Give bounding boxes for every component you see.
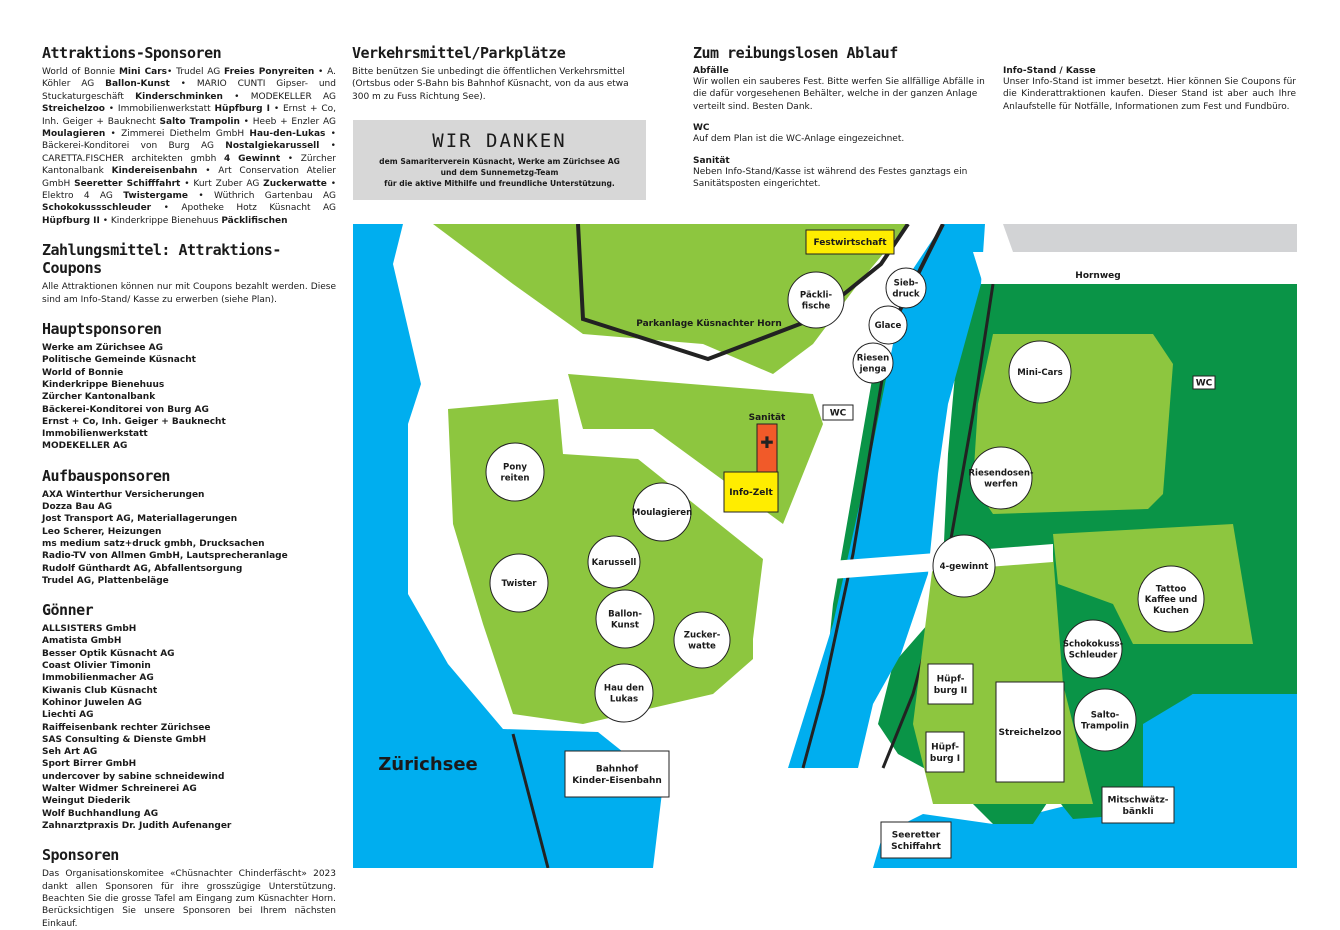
attraction-name: Salto Trampolin <box>159 116 240 127</box>
danken-text <box>353 156 646 189</box>
attraction-name: Moulagieren <box>42 129 106 140</box>
red-cross-icon: ✚ <box>760 433 774 452</box>
sponsor-name: • Elektro 4 AG <box>42 178 337 202</box>
festival-map <box>353 224 1297 868</box>
attraction-name: Zuckerwatte <box>263 178 327 189</box>
mitschwaetz-box-label: Mitschwätz- <box>1107 795 1169 806</box>
attraction-moulagieren-label: Moulagieren <box>631 508 693 519</box>
attraction-name: Kinderschminken <box>135 91 223 102</box>
wc-title: WC <box>693 123 710 134</box>
huepfburg2-box-label: Hüpf- <box>936 674 965 685</box>
attraction-schokokuss-label: Schokokuss- <box>1062 639 1124 650</box>
attraction-paecklifische-label: Päckli- <box>799 290 833 301</box>
list-item: Kiwanis Club Küsnacht <box>42 685 158 696</box>
ablauf-section <box>693 44 1303 66</box>
attraktions-heading: Attraktions-Sponsoren <box>42 44 222 62</box>
seeretter-box-label: Schiffahrt <box>891 841 941 852</box>
sponsor-name: • CARETTA.FISCHER architekten gmbh <box>42 141 336 164</box>
attraction-salto-label: Trampolin <box>1081 721 1129 732</box>
verkehr-heading: Verkehrsmittel/Parkplätze <box>352 44 566 62</box>
attraction-viergewinnt-label: 4-gewinnt <box>939 562 989 573</box>
goenner-heading: Gönner <box>42 601 94 620</box>
attraction-name: Seeretter Schifffahrt <box>74 178 181 189</box>
attraction-paecklifische-label: fische <box>801 301 831 312</box>
attraction-ponyreiten-label: reiten <box>500 473 530 484</box>
verkehr-text: Bitte benützen Sie unbedingt die öffentlichen Verkehrsmittel (Ortsbus oder S-Bahn bis Bahnhof Küsnacht, von da aus etwa 300 m zu Fuss Richtung See). <box>352 67 629 102</box>
parkanlage-label: Parkanlage Küsnachter Horn <box>636 319 782 329</box>
attraction-tattoo-label: Kuchen <box>1153 605 1189 616</box>
danken-line: für die aktive Mithilfe und freundliche Unterstützung. <box>384 179 615 188</box>
list-item: Zahnarztpraxis Dr. Judith Aufenanger <box>42 820 232 831</box>
goenner-list <box>42 623 336 832</box>
info-text: Unser Info-Stand ist immer besetzt. Hier können Sie Coupons für die Kinderattraktionen kaufen. Dieser Stand ist aber auch Ihre Anlaufstelle für Notfälle, Informationen zum Fest und Fundbüro. <box>1003 77 1296 112</box>
attraction-schokokuss-label: Schleuder <box>1068 650 1118 661</box>
list-item: AXA Winterthur Versicherungen <box>42 489 205 500</box>
sponsor-name: • Bäckerei-Konditorei von Burg AG <box>42 129 336 152</box>
attraction-zuckerwatte-label: Zucker- <box>683 630 721 641</box>
sanitaet-title: Sanität <box>693 155 730 166</box>
ablauf-left <box>693 66 989 190</box>
list-item: Jost Transport AG, Materiallagerungen <box>42 514 238 525</box>
sponsor-name: • Zürcher Kantonalbank <box>42 153 336 177</box>
abfaelle-text: Wir wollen ein sauberes Fest. Bitte werfen Sie allfällige Abfälle in die dafür vorgesehenen Behälter, welche in der ganzen Anlage verteilt sind. Besten Dank. <box>693 77 985 112</box>
attraction-haudenlukas-label: Hau den <box>603 683 645 694</box>
attraction-riesenjenga-label: Riesen <box>856 353 890 364</box>
attraction-tattoo-label: Kaffee und <box>1144 595 1198 606</box>
aufbausponsoren-heading: Aufbausponsoren <box>42 466 170 485</box>
sponsor-name: • Kurt Zuber AG <box>180 178 264 189</box>
list-item: Coast Olivier Timonin <box>42 661 151 672</box>
sponsor-name: • Ernst + Co, Inh. Geiger + Bauknecht <box>42 104 336 127</box>
list-item: Zürcher Kantonalbank <box>42 392 156 403</box>
attraction-name: Päcklifischen <box>221 215 288 226</box>
ablauf-heading: Zum reibungslosen Ablauf <box>693 44 898 62</box>
list-item: Werke am Zürichsee AG <box>42 343 163 354</box>
list-item: Walter Widmer Schreinerei AG <box>42 784 197 794</box>
attraktions-text <box>42 66 336 227</box>
list-item: Kinderkrippe Bienehuus <box>42 379 165 390</box>
attraction-glace-label: Glace <box>874 321 902 332</box>
sponsor-name: • MODEKELLER AG <box>222 91 336 102</box>
wc-marker-label: WC <box>1195 378 1213 389</box>
huepfburg2-box-label: burg II <box>933 685 968 696</box>
attraction-minicars-label: Mini-Cars <box>1017 368 1063 379</box>
attraction-riesendosenwerfen-label: werfen <box>984 479 1018 490</box>
list-item: Dozza Bau AG <box>42 502 113 513</box>
list-item: Trudel AG, Plattenbeläge <box>42 575 169 586</box>
attraction-riesendosenwerfen-label: Riesendosen- <box>968 468 1034 479</box>
sponsor-name: • Art Conservation Atelier GmbH <box>42 166 336 189</box>
list-item: Sport Birrer GmbH <box>42 759 137 770</box>
attraction-name: Freies Ponyreiten <box>224 67 315 77</box>
sponsor-name: World of Bonnie <box>42 67 119 77</box>
sanitaet-label: Sanität <box>748 413 786 423</box>
bahnhof-box-label: Kinder-Eisenbahn <box>572 775 662 786</box>
list-item: Wolf Buchhandlung AG <box>42 808 159 819</box>
hornweg-label: Hornweg <box>1075 271 1121 281</box>
attraction-riesenjenga-label: jenga <box>859 364 887 375</box>
danken-line: und dem Sunnemetzg-Team <box>440 168 559 177</box>
ablauf-right <box>1003 66 1296 113</box>
list-item: Seh Art AG <box>42 747 98 758</box>
aufbausponsoren-list <box>42 489 336 587</box>
sponsoren-text: Das Organisationskomitee «Chüsnachter Chinderfäscht» 2023 dankt allen Sponsoren für ihre grosszügige Unterstützung. Beachten Sie die grosse Tafel am Eingang zum Küsnachter Horn. Berücksichtigen Sie unsere Sponsoren bei Ihrem nächsten Einkauf. <box>42 869 336 929</box>
attraction-zuckerwatte-label: watte <box>688 641 716 652</box>
streichelzoo-box-label: Streichelzoo <box>998 728 1062 739</box>
attraction-name: Hüpfburg II <box>42 215 100 226</box>
list-item: Raiffeisenbank rechter Zürichsee <box>42 722 211 733</box>
attraction-name: Kindereisenbahn <box>111 166 198 177</box>
list-item: Amatista GmbH <box>42 636 122 647</box>
list-item: Immobilienwerkstatt <box>42 429 148 440</box>
sponsor-name: • Trudel AG <box>167 67 225 77</box>
sponsor-name: • Kinderkrippe Bienehuus <box>99 215 222 226</box>
attraction-tattoo-label: Tattoo <box>1155 584 1187 595</box>
hauptsponsoren-heading: Hauptsponsoren <box>42 320 162 339</box>
list-item: Politische Gemeinde Küsnacht <box>42 355 196 366</box>
zahlungsmittel-heading: Zahlungsmittel: Attraktions-Coupons <box>42 241 281 278</box>
list-item: ALLSISTERS GmbH <box>42 624 137 635</box>
sponsoren-heading: Sponsoren <box>42 846 119 865</box>
list-item: MODEKELLER AG <box>42 441 128 452</box>
attraction-name: 4 Gewinnt <box>223 153 281 164</box>
list-item: Liechti AG <box>42 710 94 721</box>
list-item: Weingut Diederik <box>42 796 131 807</box>
verkehr-section <box>352 44 646 103</box>
sponsor-name: • Heeb + Enzler AG <box>239 116 336 127</box>
sponsor-name: • Zimmerei Diethelm GmbH <box>105 129 250 140</box>
danken-line: dem Samariterverein Küsnacht, Werke am Zürichsee AG <box>379 157 620 166</box>
left-column <box>42 44 336 930</box>
attraction-name: Twistergame <box>123 191 189 202</box>
attraction-karussell-label: Karussell <box>591 558 637 569</box>
mitschwaetz-box-label: bänkli <box>1122 806 1154 817</box>
attraction-name: Nostalgiekarussell <box>225 141 320 152</box>
attraction-twister-label: Twister <box>501 579 537 590</box>
abfaelle-title: Abfälle <box>693 66 729 76</box>
sanitaet-text: Neben Info-Stand/Kasse ist während des Festes ganztags ein Sanitätsposten eingerichtet. <box>693 166 968 190</box>
attraction-name: Hau-den-Lukas <box>249 129 326 140</box>
sponsor-name: • Wüthrich Gartenbau AG <box>188 191 336 202</box>
grey-zone <box>1003 224 1297 252</box>
list-item: undercover by sabine schneidewind <box>42 771 225 782</box>
info-title: Info-Stand / Kasse <box>1003 66 1096 76</box>
list-item: Immobilienmacher AG <box>42 673 154 684</box>
wc-text: Auf dem Plan ist die WC-Anlage eingezeichnet. <box>693 134 905 145</box>
hauptsponsoren-list <box>42 342 336 453</box>
list-item: Leo Scherer, Heizungen <box>42 526 162 537</box>
attraction-name: Hüpfburg I <box>214 104 270 115</box>
attraction-name: Schokokussschleuder <box>42 203 152 214</box>
attraction-haudenlukas-label: Lukas <box>609 694 639 705</box>
attraction-ballonkunst-label: Kunst <box>611 620 639 631</box>
attraction-salto-label: Salto- <box>1090 710 1120 721</box>
list-item: ms medium satz+druck gmbh, Drucksachen <box>42 538 265 549</box>
bahnhof-box-label: Bahnhof <box>595 764 639 775</box>
sponsor-name: • MARIO CUNTI Gipser- und Stuckaturgeschäft <box>42 79 336 102</box>
list-item: World of Bonnie <box>42 367 124 378</box>
list-item: SAS Consulting & Dienste GmbH <box>42 734 207 745</box>
list-item: Radio-TV von Allmen GmbH, Lautsprecheranlage <box>42 551 288 562</box>
huepfburg1-box-label: burg I <box>929 753 961 764</box>
list-item: Bäckerei-Konditorei von Burg AG <box>42 404 209 415</box>
danken-box <box>353 120 646 200</box>
list-item: Kohinor Juwelen AG <box>42 697 142 708</box>
sponsor-name: • A. Köhler AG <box>42 67 336 90</box>
hornweg-path <box>973 252 1297 284</box>
attraction-name: Streichelzoo <box>42 104 105 115</box>
attraction-siebdruck-label: druck <box>892 289 920 300</box>
zuerichsee-label: Zürichsee <box>378 754 478 775</box>
zahlungsmittel-text: Alle Attraktionen können nur mit Coupons bezahlt werden. Diese sind am Info-Stand/ Kasse zu erwerben (siehe Plan). <box>42 282 336 305</box>
list-item: Ernst + Co, Inh. Geiger + Bauknecht <box>42 416 226 427</box>
infozelt-box-label: Info-Zelt <box>729 488 773 499</box>
attraction-name: Mini Cars <box>118 67 168 77</box>
sponsor-name: • Apotheke Hotz Küsnacht AG <box>151 203 336 214</box>
seeretter-box-label: Seeretter <box>891 830 941 841</box>
danken-title: WIR DANKEN <box>432 130 567 152</box>
attraction-ballonkunst-label: Ballon- <box>608 609 642 620</box>
attraction-siebdruck-label: Sieb- <box>893 278 919 289</box>
attraction-name: Ballon-Kunst <box>105 79 170 90</box>
list-item: Besser Optik Küsnacht AG <box>42 648 175 659</box>
list-item: Rudolf Günthardt AG, Abfallentsorgung <box>42 563 243 574</box>
wc-marker-label: WC <box>829 408 847 419</box>
festwirtschaft-box-label: Festwirtschaft <box>813 238 887 249</box>
huepfburg1-box-label: Hüpf- <box>931 742 959 753</box>
sponsor-name: • Immobilienwerkstatt <box>104 104 215 115</box>
attraction-ponyreiten-label: Pony <box>503 462 527 473</box>
